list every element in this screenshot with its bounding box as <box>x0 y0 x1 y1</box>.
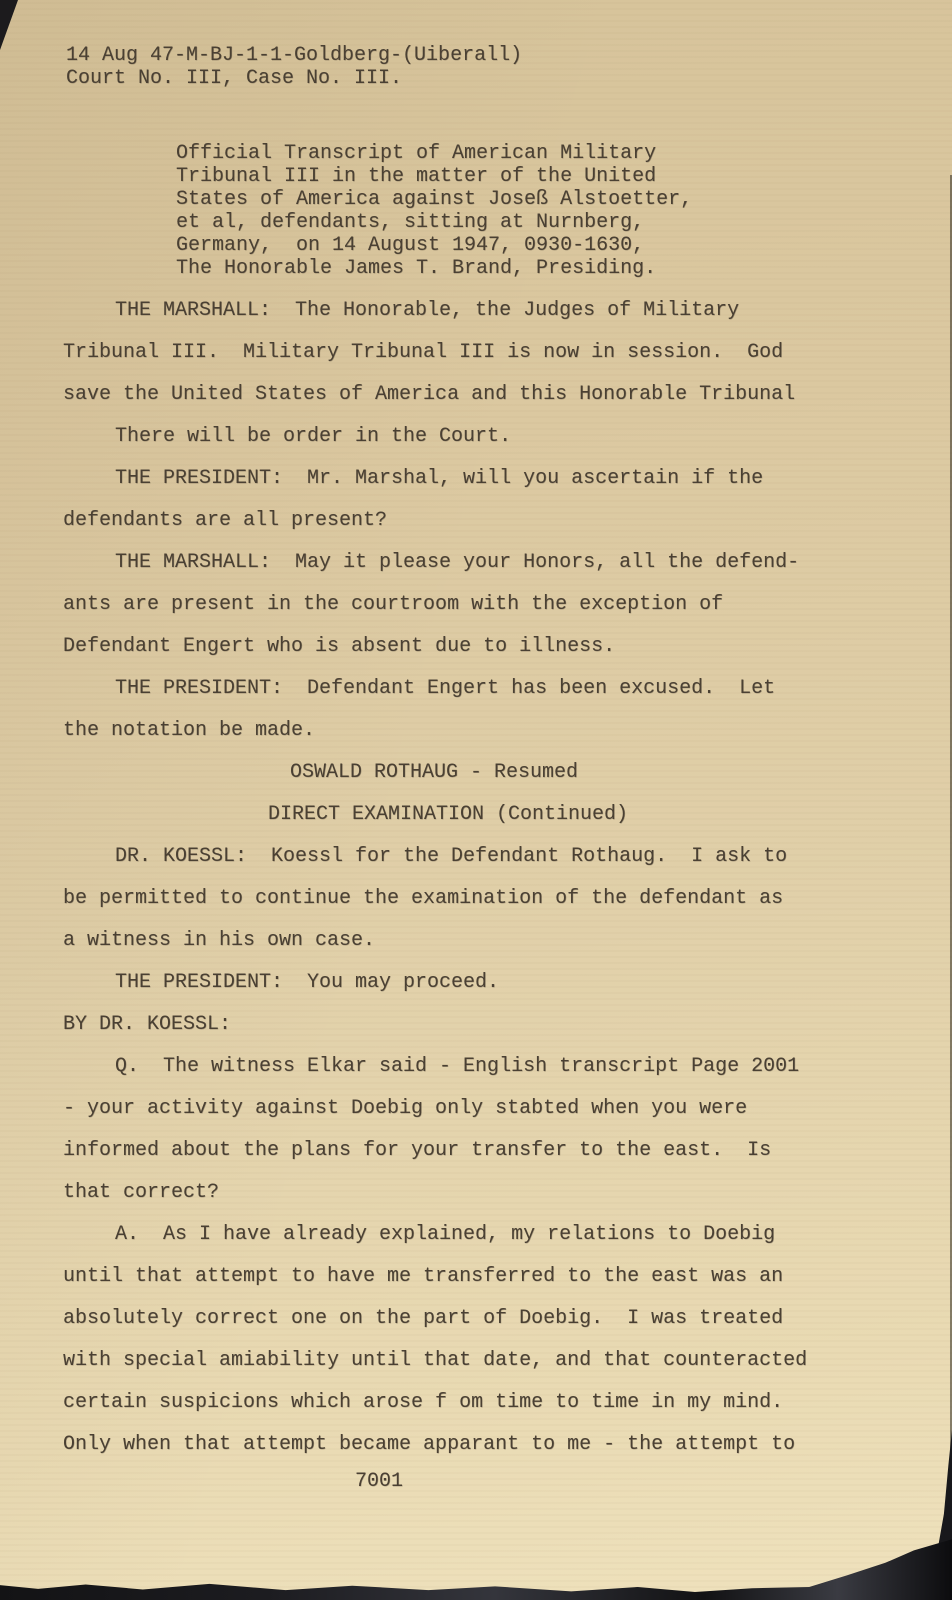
page-number: 7001 <box>355 1470 404 1493</box>
transcript-line: Tribunal III. Military Tribunal III is now in session. God <box>63 341 784 364</box>
transcript-line: certain suspicions which arose f om time to time in my mind. <box>63 1391 784 1414</box>
case-caption <box>176 142 952 280</box>
caption-line: Germany, on 14 August 1947, 0930-1630, <box>176 234 645 257</box>
transcript-line: be permitted to continue the examination of the defendant as <box>63 887 784 910</box>
transcript-line: save the United States of America and this Honorable Tribunal <box>63 383 796 406</box>
transcript-line: THE MARSHALL: The Honorable, the Judges of Military <box>115 299 740 322</box>
transcript-line: BY DR. KOESSL: <box>63 1013 232 1036</box>
page-header <box>0 0 952 90</box>
caption-line: States of America against Joseß Alstoetter, <box>176 188 693 211</box>
transcript-line: the notation be made. <box>63 719 316 742</box>
transcript-line: a witness in his own case. <box>63 929 376 952</box>
transcript-line: Defendant Engert who is absent due to illness. <box>63 635 616 658</box>
transcript-line: THE PRESIDENT: Mr. Marshal, will you ascertain if the <box>115 467 764 490</box>
transcript-line: Q. The witness Elkar said - English transcript Page 2001 <box>115 1055 800 1078</box>
transcript-line: ants are present in the courtroom with the exception of <box>63 593 724 616</box>
transcript-line: - your activity against Doebig only stabted when you were <box>63 1097 748 1120</box>
transcript-line: OSWALD ROTHAUG - Resumed <box>290 761 579 784</box>
transcript-line: defendants are all present? <box>63 509 388 532</box>
transcript-line: informed about the plans for your transfer to the east. Is <box>63 1139 772 1162</box>
transcript-line: until that attempt to have me transferred to the east was an <box>63 1265 784 1288</box>
header-line: Court No. III, Case No. III. <box>66 67 403 90</box>
caption-line: et al, defendants, sitting at Nurnberg, <box>176 211 645 234</box>
transcript-line: THE MARSHALL: May it please your Honors, all the defend- <box>115 551 800 574</box>
transcript-line: A. As I have already explained, my relations to Doebig <box>115 1223 776 1246</box>
transcript-line: Only when that attempt became apparant to me - the attempt to <box>63 1433 796 1456</box>
transcript-line: that correct? <box>63 1181 220 1204</box>
transcript-line: absolutely correct one on the part of Doebig. I was treated <box>63 1307 784 1330</box>
paper-tear-bottom <box>0 1538 952 1600</box>
transcript-line: There will be order in the Court. <box>115 425 512 448</box>
transcript-line: DR. KOESSL: Koessl for the Defendant Rothaug. I ask to <box>115 845 788 868</box>
transcript-line: THE PRESIDENT: You may proceed. <box>115 971 500 994</box>
caption-line: The Honorable James T. Brand, Presiding. <box>176 257 657 280</box>
caption-line: Tribunal III in the matter of the United <box>176 165 657 188</box>
transcript-body <box>63 290 952 1466</box>
transcript-line: THE PRESIDENT: Defendant Engert has been excused. Let <box>115 677 776 700</box>
caption-line: Official Transcript of American Military <box>176 142 657 165</box>
header-line: 14 Aug 47-M-BJ-1-1-Goldberg-(Uiberall) <box>66 44 523 67</box>
transcript-line: DIRECT EXAMINATION (Continued) <box>268 803 629 826</box>
transcript-line: with special amiability until that date, and that counteracted <box>63 1349 808 1372</box>
